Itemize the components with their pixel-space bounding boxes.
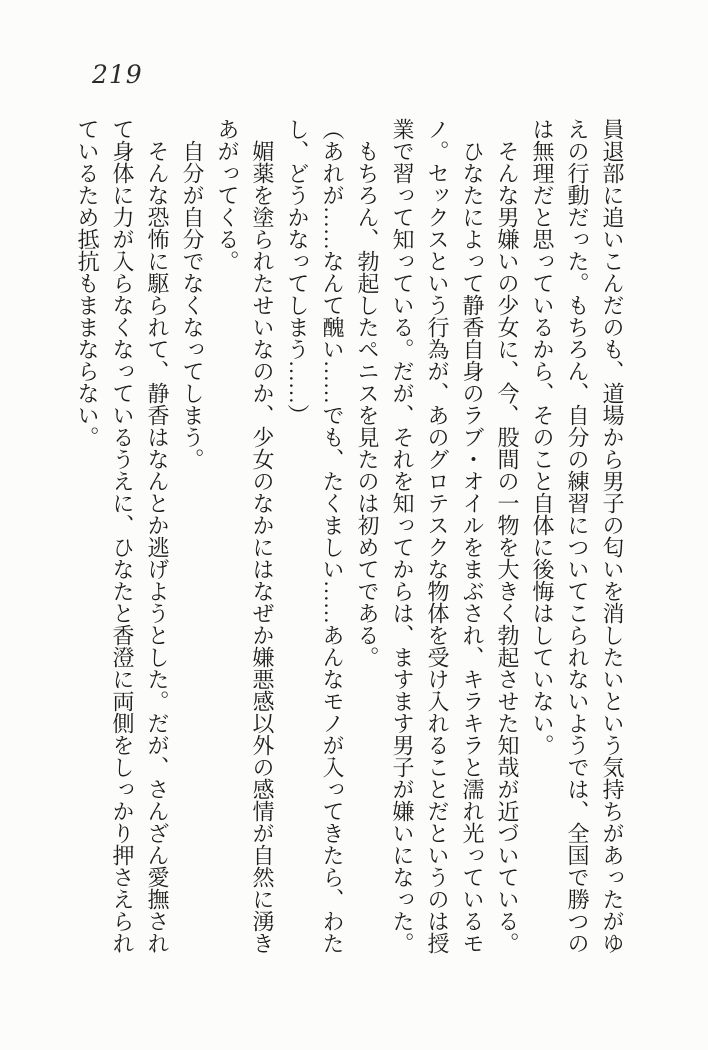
vertical-text-block xyxy=(70,118,630,958)
paragraph: 員退部に追いこんだのも、道場から男子の匂いを消したいという気持ちがあったがゆえの行動だった。もちろん、自分の練習についてこられないようでは、全国で勝つのは無理だと思っているから、そのこと自体に後悔はしていない。 xyxy=(530,118,625,954)
paragraph: 自分が自分でなくなってしまう。 xyxy=(180,140,205,470)
paragraph: もちろん、勃起したペニスを見たのは初めてである。 xyxy=(355,140,380,668)
paragraph: そんな男嫌いの少女に、今、股間の一物を大きく勃起させた知哉が近づいている。 xyxy=(495,140,520,954)
paragraph: 媚薬を塗られたせいなのか、少女のなかにはなぜか嫌悪感以外の感情が自然に湧きあがってくる。 xyxy=(215,118,275,954)
page-number: 219 xyxy=(92,60,143,89)
paragraph: ひなたによって静香自身のラブ・オイルをまぶされ、キラキラと濡れ光っているモノ。セックスという行為が、あのグロテスクな物体を受け入れることだというのは授業で習って知っている。だが、それを知ってからは、ますます男子が嫌いになった。 xyxy=(390,118,485,954)
paragraph: （あれが……なんて醜い……でも、たくましい……あんなモノが入ってきたら、わたし、どうかなってしまう……） xyxy=(285,118,345,954)
paragraph: そんな恐怖に駆られて、静香はなんとか逃げようとした。だが、さんざん愛撫されて身体に力が入らなくなっているうえに、ひなたと香澄に両側をしっかり押さえられているため抵抗もままならない。 xyxy=(75,118,170,954)
